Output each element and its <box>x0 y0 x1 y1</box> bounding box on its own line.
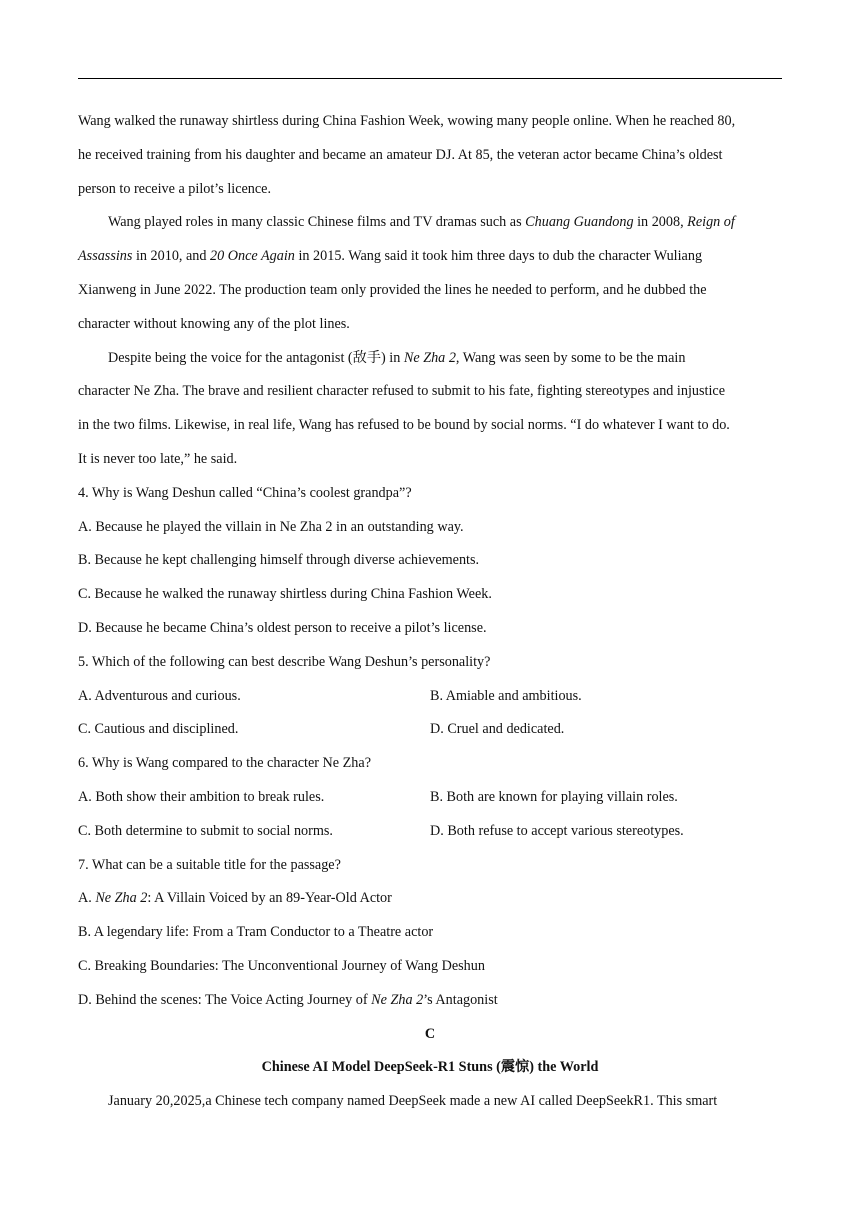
paragraph-line: January 20,2025,a Chinese tech company named DeepSeek made a new AI called DeepSeekR1. This smart <box>108 1093 718 1110</box>
paragraph-line: Assassins in 2010, and 20 Once Again in 2015. Wang said it took him three days to dub the character Wuliang <box>78 248 703 265</box>
film-title: Ne Zha 2 <box>371 991 424 1008</box>
paragraph-line: Wang played roles in many classic Chinese films and TV dramas such as Chuang Guandong in 2008, Reign of <box>108 214 735 231</box>
answer-option: C. Cautious and disciplined. <box>78 721 239 738</box>
question-stem: 5. Which of the following can best describe Wang Deshun’s personality? <box>78 653 491 670</box>
section-title: Chinese AI Model DeepSeek-R1 Stuns (震惊) the World <box>261 1059 599 1076</box>
answer-option: C. Because he walked the runaway shirtless during China Fashion Week. <box>78 586 492 603</box>
paragraph-line: he received training from his daughter and became an amateur DJ. At 85, the veteran actor became China’s oldest <box>78 146 723 163</box>
option-row <box>78 680 782 714</box>
answer-option: D. Because he became China’s oldest person to receive a pilot’s license. <box>78 619 487 636</box>
answer-option: A. Both show their ambition to break rules. <box>78 788 325 805</box>
paragraph-line: character without knowing any of the plot lines. <box>78 315 350 332</box>
answer-option: B. Both are known for playing villain roles. <box>430 788 678 805</box>
answer-option: C. Both determine to submit to social norms. <box>78 822 333 839</box>
paragraph-line: in the two films. Likewise, in real life, Wang has refused to be bound by social norms. “I do whatever I want to do. <box>78 417 730 434</box>
paragraph-line: person to receive a pilot’s licence. <box>78 180 272 197</box>
answer-option: D. Behind the scenes: The Voice Acting Journey of Ne Zha 2’s Antagonist <box>78 991 498 1008</box>
answer-option: B. Amiable and ambitious. <box>430 687 582 704</box>
film-title: Chuang Guandong <box>525 214 634 231</box>
answer-option: A. Ne Zha 2: A Villain Voiced by an 89-Year-Old Actor <box>78 890 392 907</box>
option-row <box>78 815 782 849</box>
answer-option: A. Because he played the villain in Ne Zha 2 in an outstanding way. <box>78 518 464 535</box>
answer-option: D. Cruel and dedicated. <box>430 721 565 738</box>
film-title: Ne Zha 2 <box>95 890 148 907</box>
section-letter: C <box>424 1025 436 1042</box>
film-title: 20 Once Again <box>210 248 295 265</box>
question-stem: 6. Why is Wang compared to the character Ne Zha? <box>78 755 371 772</box>
answer-option: B. A legendary life: From a Tram Conductor to a Theatre actor <box>78 924 434 941</box>
option-row <box>78 713 782 747</box>
answer-option: D. Both refuse to accept various stereotypes. <box>430 822 684 839</box>
answer-option: B. Because he kept challenging himself through diverse achievements. <box>78 552 480 569</box>
paragraph-line: Xianweng in June 2022. The production team only provided the lines he needed to perform, and he dubbed the <box>78 281 707 298</box>
paragraph-line: Despite being the voice for the antagonist (敌手) in Ne Zha 2, Wang was seen by some to be the main <box>108 349 686 366</box>
option-row <box>78 781 782 815</box>
question-stem: 4. Why is Wang Deshun called “China’s coolest grandpa”? <box>78 484 412 501</box>
document-body <box>78 105 782 1119</box>
paragraph-line: character Ne Zha. The brave and resilient character refused to submit to his fate, fighting stereotypes and injustice <box>78 383 725 400</box>
answer-option: C. Breaking Boundaries: The Unconventional Journey of Wang Deshun <box>78 957 485 974</box>
film-title: Ne Zha 2 <box>403 349 456 366</box>
film-title: Assassins <box>78 248 133 265</box>
header-rule <box>78 78 782 79</box>
film-title: Reign of <box>687 214 735 231</box>
question-stem: 7. What can be a suitable title for the passage? <box>78 856 341 873</box>
paragraph-line: It is never too late,” he said. <box>78 450 238 467</box>
paragraph-line: Wang walked the runaway shirtless during China Fashion Week, wowing many people online. When he reached 80, <box>78 113 736 129</box>
answer-option: A. Adventurous and curious. <box>78 687 241 704</box>
